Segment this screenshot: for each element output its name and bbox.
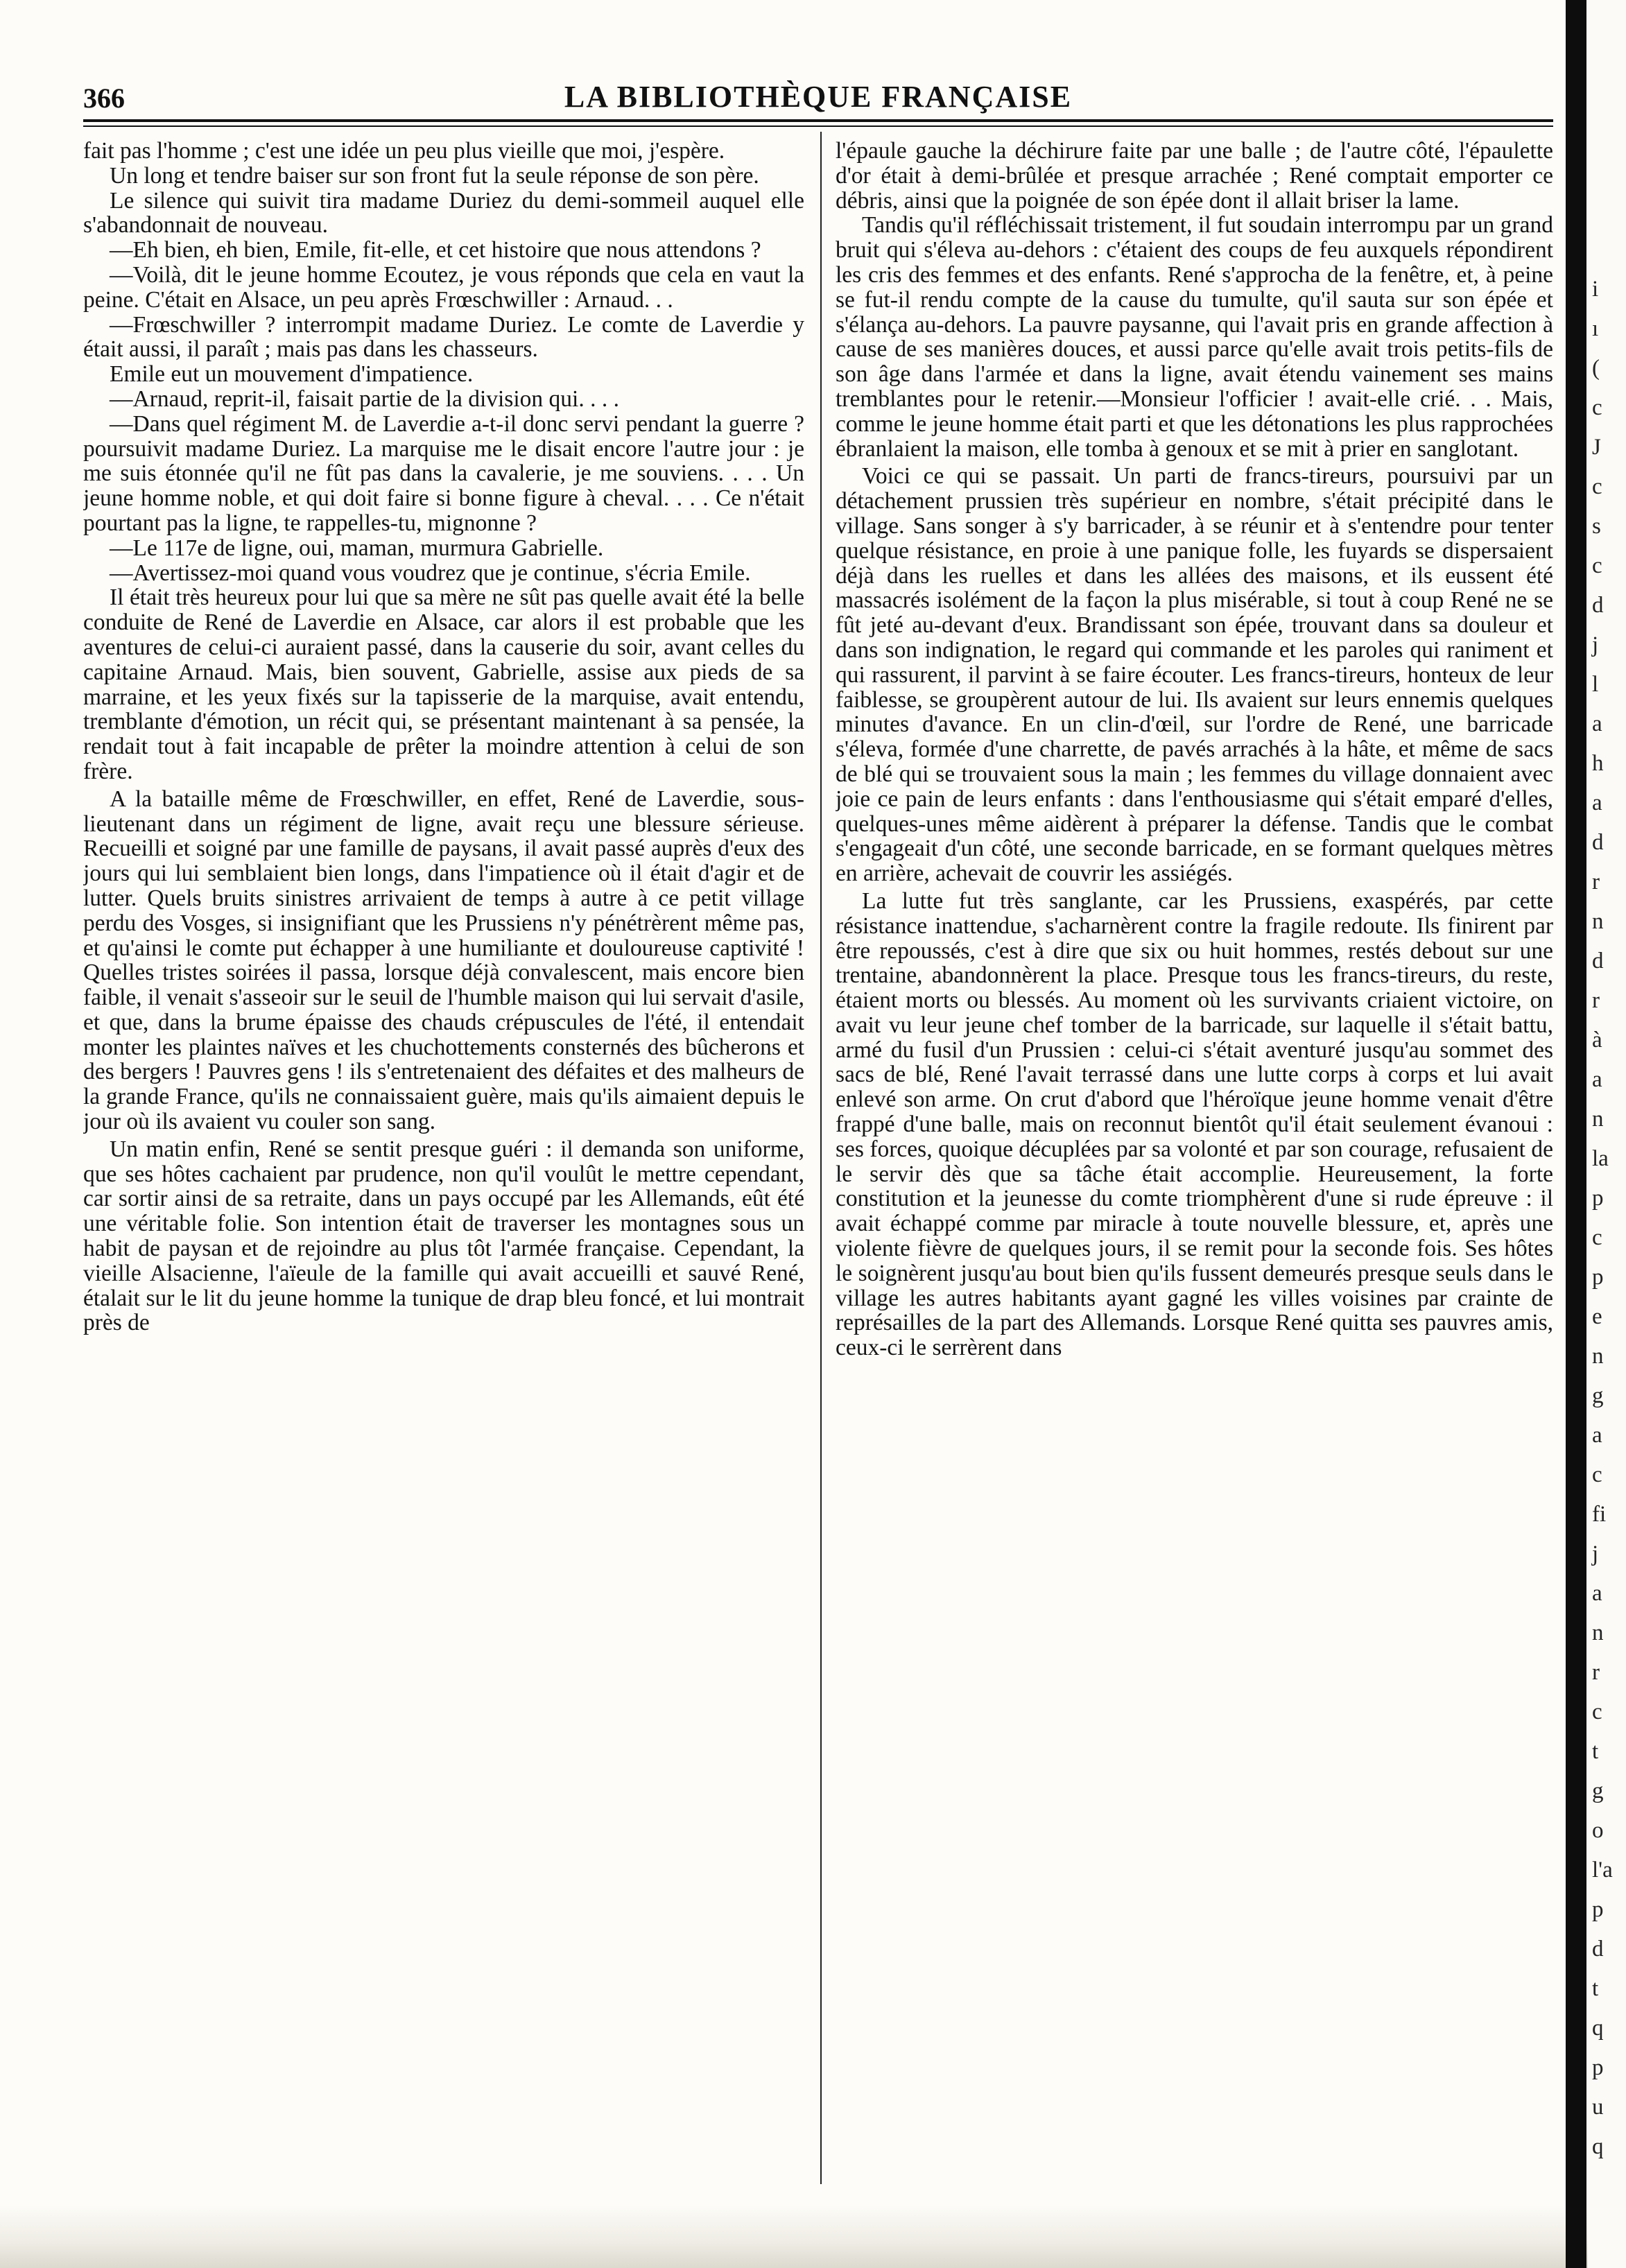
facing-page-fragment: à	[1592, 1028, 1602, 1053]
left-text-column	[83, 139, 804, 2184]
paragraph: —Frœschwiller ? interrompit madame Duriez. Le comte de Laverdie y était aussi, il paraît ; mais pas dans les chasseurs.	[83, 311, 804, 363]
facing-page-fragment: c	[1592, 474, 1602, 499]
facing-page-fragment: s	[1592, 514, 1601, 539]
facing-page-fragment: j	[1592, 632, 1599, 657]
facing-page-fragment: p	[1592, 1186, 1604, 1211]
journal-title: LA BIBLIOTHÈQUE FRANÇAISE	[564, 80, 1073, 114]
paragraph: fait pas l'homme ; c'est une idée un peu plus vieille que moi, j'espère.	[83, 139, 725, 164]
facing-page-fragment: r	[1592, 988, 1600, 1013]
facing-page-fragment: j	[1592, 1541, 1599, 1566]
facing-page-fragment: ı	[1592, 316, 1599, 341]
paragraph: l'épaule gauche la déchirure faite par une balle ; de l'autre côté, l'épaulette d'or était à demi-brûlée et presque arrachée ; René comptait emporter ce débris, ainsi que la poignée de son épée dont il allait briser la lame.	[836, 139, 1553, 214]
facing-page-fragment: la	[1592, 1146, 1609, 1171]
facing-page-fragments	[1588, 0, 1626, 2268]
paragraph: Tandis qu'il réfléchissait tristement, il fut soudain interrompu par un grand bruit qui s'éleva au-dehors : c'étaient des coups de feu auxquels répondirent les cris des femmes et des enfants. René s'approcha de la fenêtre, et, à peine se fut-il rendu compte de la cause du tumulte, qu'il sauta sur son épée et s'élança au-dehors. La pauvre paysanne, qui l'avait pris en grande affection à cause de ses manières douces, et aussi parce qu'elle avait trois petits-fils de son âge dans l'armée et dans la ligne, avait étendu vainement ses mains tremblantes pour le retenir.—Monsieur l'officier ! avait-elle crié. . . Mais, comme le jeune homme était parti et que les détonations les plus rapprochées ébranlaient la maison, elle tomba à genoux et se mit à prier en sanglotant.	[836, 212, 1553, 462]
paragraph: A la bataille même de Frœschwiller, en effet, René de Laverdie, sous-lieutenant dans un régiment de ligne, avait reçu une blessure sérieuse. Recueilli et soigné par une famille de paysans, il avait passé auprès d'eux des jours qui lui semblaient bien longs, dans l'impatience où il était d'agir et de lutter. Quels bruits sinistres arrivaient de temps à autre à ce petit village perdu des Vosges, si insignifiant que les Prussiens n'y pénétrèrent même pas, et qu'ainsi le comte put échapper à une humiliante et douloureuse captivité ! Quelles tristes soirées il passa, lorsque déjà convalescent, mais encore bien faible, il venait s'asseoir sur le seuil de l'humble maison qui lui servait d'asile, et que, dans la brume épaisse des chauds crépuscules de l'été, il entendait monter les plaintes naïves et les chuchottements consternés des bûcherons et des bergers ! Pauvres gens ! ils s'entretenaient des défaites et des malheurs de la grande France, qu'ils ne connaissaient guère, mais qu'ils aimaient depuis le jour où ils avaient vu couler son sang.	[83, 786, 804, 1135]
facing-page-fragment: a	[1592, 1581, 1602, 1606]
facing-page-fragment: g	[1592, 1383, 1604, 1408]
paragraph: Le silence qui suivit tira madame Duriez du demi-sommeil auquel elle s'abandonnait de nouveau.	[83, 187, 804, 239]
paragraph: —Voilà, dit le jeune homme Ecoutez, je vous réponds que cela en vaut la peine. C'était en Alsace, un peu après Frœschwiller : Arnaud. . .	[83, 261, 804, 313]
paragraph: La lutte fut très sanglante, car les Prussiens, exaspérés, par cette résistance inattendue, s'acharnèrent contre la fragile redoute. Ils finirent par être repoussés, c'est à dire que six ou huit hommes, restés debout sur une trentaine, abandonnèrent la place. Presque tous les francs-tireurs, du reste, étaient morts ou blessés. Au moment où les survivants criaient victoire, on avait vu leur jeune chef tomber de la barricade, sur laquelle il s'était battu, armé du fusil d'un Prussien : celui-ci s'était aventuré jusqu'au sommet des sacs de blé, René l'avait terrassé dans une lutte corps à corps et lui avait enlevé son arme. On crut d'abord que l'héroïque jeune homme venait d'être frappé d'une balle, mais on reconnut bientôt qu'il était seulement évanoui : ses forces, quoique décuplées par sa volonté et par son courage, refusaient de le servir dès que sa tâche était accomplie. Heureusement, la forte constitution et la jeunesse du comte triomphèrent d'une si rude épreuve : il avait échappé comme par miracle à toute nouvelle blessure, et, après une violente fièvre de quelques jours, il se remit pour la seconde fois. Ses hôtes le soignèrent jusqu'au bout bien qu'ils fussent demeurés presque seuls dans le village les autres habitants ayant gagné les villes voisines par crainte de représailles de la part des Allemands. Lorsque René quitta ses pauvres amis, ceux-ci le serrèrent dans	[836, 888, 1553, 1361]
facing-page-fragment: n	[1592, 1620, 1604, 1645]
paragraph: —Le 117e de ligne, oui, maman, murmura Gabrielle.	[110, 535, 604, 561]
facing-page-fragment: r	[1592, 1660, 1600, 1685]
column-divider	[820, 132, 822, 2184]
facing-page-fragment: l	[1592, 672, 1599, 697]
facing-page-fragment: n	[1592, 1107, 1604, 1132]
facing-page-fragment: a	[1592, 1423, 1602, 1448]
facing-page-fragment: g	[1592, 1778, 1604, 1803]
paragraph: Un matin enfin, René se sentit presque guéri : il demanda son uniforme, que ses hôtes cachaient par prudence, non qu'il voulût le mettre cependant, car sortir ainsi de sa retraite, dans un pays occupé par les Allemands, eût été une véritable folie. Son intention était de traverser les montagnes sous un habit de paysan et de rejoindre au plus tôt l'armée française. Cependant, la vieille Alsacienne, l'aïeule de la famille qui avait accueilli et sauvé René, étalait sur le lit du jeune homme la tunique de drap bleu foncé, et lui montrait près de	[83, 1136, 804, 1336]
right-text-column	[836, 139, 1553, 2184]
facing-page-fragment: q	[1592, 2134, 1604, 2159]
facing-page-fragment: p	[1592, 2055, 1604, 2080]
page-number: 366	[83, 83, 125, 114]
facing-page-fragment: p	[1592, 1265, 1604, 1290]
facing-page-fragment: c	[1592, 395, 1602, 420]
facing-page-fragment: i	[1592, 277, 1599, 302]
facing-page-fragment: c	[1592, 1225, 1602, 1250]
book-binding-shadow	[1566, 0, 1586, 2268]
facing-page-fragment: d	[1592, 593, 1604, 618]
facing-page-fragment: n	[1592, 1344, 1604, 1369]
facing-page-fragment: c	[1592, 1462, 1602, 1487]
facing-page-fragment: n	[1592, 909, 1604, 934]
paragraph: —Dans quel régiment M. de Laverdie a-t-il donc servi pendant la guerre ? poursuivit madame Duriez. La marquise me le disait encore l'autre jour : je me suis étonnée qu'il ne fût pas dans la cavalerie, je me souviens. . . . Un jeune homme noble, et qui doit faire si bonne figure à cheval. . . . Ce n'était pourtant pas la ligne, te rappelles-tu, mignonne ?	[83, 410, 804, 536]
paragraph: Emile eut un mouvement d'impatience.	[110, 361, 474, 388]
running-head	[83, 75, 1553, 116]
facing-page-fragment: t	[1592, 1976, 1599, 2001]
page-bottom-edge	[0, 2205, 1588, 2268]
header-rule-thick	[83, 119, 1553, 122]
paragraph: —Arnaud, reprit-il, faisait partie de la division qui. . . .	[110, 386, 619, 412]
facing-page-fragment: fi	[1592, 1502, 1607, 1527]
facing-page-fragment: p	[1592, 1897, 1604, 1922]
facing-page-fragment: d	[1592, 1937, 1604, 1962]
facing-page-fragment: a	[1592, 790, 1602, 815]
facing-page-fragment: h	[1592, 751, 1604, 776]
paragraph: Voici ce qui se passait. Un parti de francs-tireurs, poursuivi par un détachement prussien très supérieur en nombre, s'était précipité dans le village. Sans songer à s'y barricader, à se réunir et à s'entendre pour tenter quelque résistance, en proie à une panique folle, les fuyards se dispersaient déjà dans les ruelles et dans les allées des maisons, et ils eussent été massacrés isolément de la façon la plus misérable, si tout à coup René ne se fût jeté au-devant d'eux. Brandissant son épée, trouvant dans sa douleur et dans son indignation, le regard qui commande et les paroles qui raniment et qui rassurent, il parvint à se faire écouter. Les francs-tireurs, honteux de leur faiblesse, se groupèrent autour de lui. Ils avaient sur leurs ennemis quelques minutes d'avance. En un clin-d'œil, sur l'ordre de René, une barricade s'éleva, formée d'une charrette, de pavés arrachés à la hâte, et même de sacs de blé qui se trouvaient sous la main ; les femmes du village donnaient avec joie ce pain de leurs enfants : dans l'enthousiasme qui s'était emparé d'elles, quelques-unes même aidèrent à préparer la défense. Tandis que le combat s'engageait d'un côté, une seconde barricade, en se formant quelques mètres en arrière, achevait de couvrir les assiégés.	[836, 463, 1553, 887]
facing-page-fragment: (	[1592, 356, 1600, 381]
paragraph: —Eh bien, eh bien, Emile, fit-elle, et cet histoire que nous attendons ?	[110, 237, 761, 263]
facing-page-fragment: r	[1592, 869, 1600, 894]
facing-page-fragment: q	[1592, 2016, 1604, 2041]
paragraph: Il était très heureux pour lui que sa mère ne sût pas quelle avait été la belle conduite de René de Laverdie en Alsace, car alors il est probable que les aventures de celui-ci auraient passé, dans la causerie du soir, avant celles du capitaine Arnaud. Mais, bien souvent, Gabrielle, assise aux pieds de sa marraine, et les yeux fixés sur la tapisserie de la marquise, avait entendu, tremblante d'émotion, un récit qui, se présentant maintenant à sa pensée, la rendait tout à fait incapable de prêter la moindre attention à celui de son frère.	[83, 585, 804, 784]
header-rule-thin	[83, 125, 1553, 127]
facing-page-fragment: e	[1592, 1304, 1602, 1329]
facing-page-fragment: l'a	[1592, 1858, 1613, 1882]
facing-page-fragment: c	[1592, 1699, 1602, 1724]
facing-page-fragment: c	[1592, 553, 1602, 578]
facing-page-fragment: o	[1592, 1818, 1604, 1843]
facing-page-fragment: a	[1592, 711, 1602, 736]
facing-page-fragment: u	[1592, 2095, 1604, 2120]
facing-page-fragment: d	[1592, 949, 1604, 973]
facing-page-fragment: a	[1592, 1067, 1602, 1092]
facing-page-fragment: J	[1592, 435, 1601, 460]
paragraph: —Avertissez-moi quand vous voudrez que je continue, s'écria Emile.	[110, 560, 751, 586]
paragraph: Un long et tendre baiser sur son front fut la seule réponse de son père.	[110, 162, 759, 189]
facing-page-fragment: t	[1592, 1739, 1599, 1764]
facing-page-fragment: d	[1592, 830, 1604, 855]
